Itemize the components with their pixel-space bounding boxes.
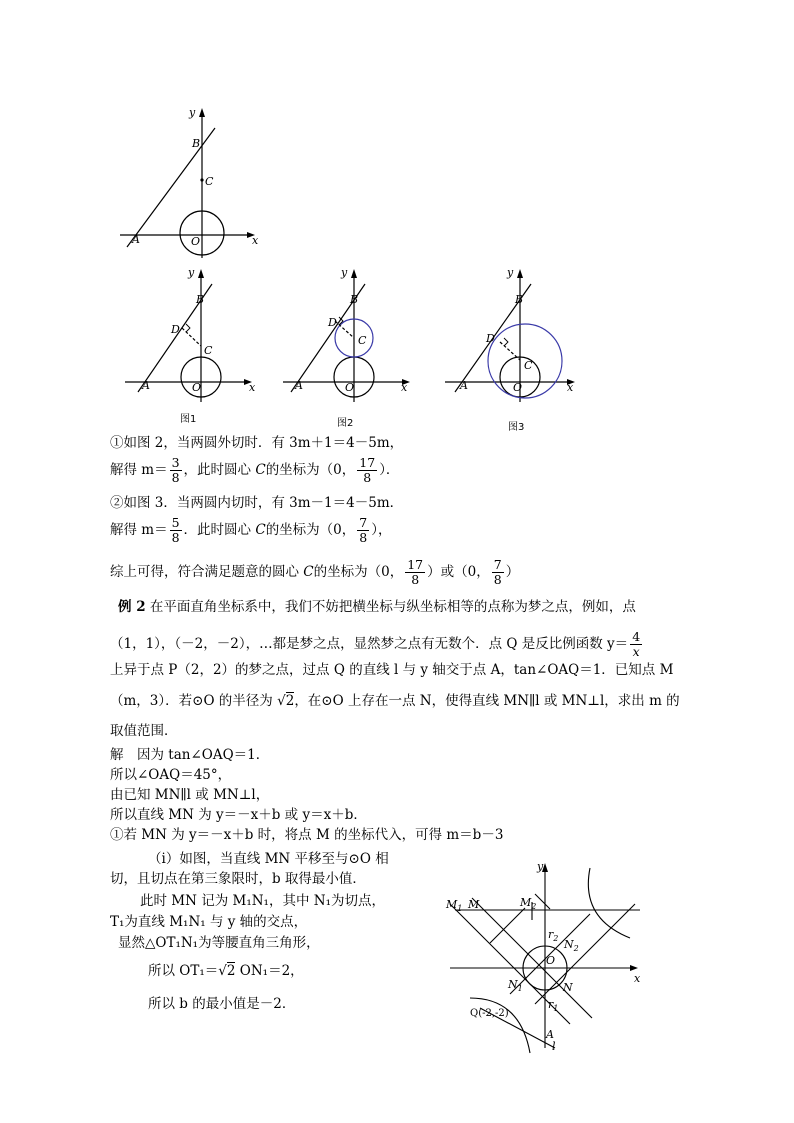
y-axis-label: y [189, 106, 196, 119]
x-axis-label: x [401, 381, 408, 394]
solution-line-7: 切，且切点在第三象限时，b 取得最小值． [110, 871, 366, 887]
fraction: $\frac{4}{x}$ [632, 629, 641, 659]
figure-2-diagram [278, 264, 423, 404]
point-d-label: D [328, 316, 337, 329]
figure-2-caption: 图2 [337, 418, 354, 429]
point-a-label: A [546, 1028, 554, 1041]
solution-line-1: 解 因为 tan∠OAQ＝1． [110, 747, 270, 763]
solution-line-11: 所以 OT₁＝√2 ON₁＝2， [148, 963, 304, 979]
sqrt-symbol: √ [277, 693, 286, 709]
solution-line-2: 所以∠OAQ＝45°， [110, 767, 232, 783]
figure-1-diagram [120, 264, 265, 404]
example-2-line-5: 取值范围． [110, 723, 178, 739]
figure-top-diagram [115, 100, 275, 260]
point-c-label: C [204, 344, 213, 357]
solution-line-5: ①若 MN 为 y＝－x＋b 时，将点 M 的坐标代入，可得 m＝b－3 [110, 827, 504, 843]
origin-label: O [513, 381, 523, 394]
y-axis-label: y [507, 266, 514, 279]
case-2-solution-line: 解得 m＝ $\frac{5}{8}$ ．此时圆心 C的坐标为（0， $\frac{7}{8}$ ）， [110, 515, 392, 545]
point-a-label: A [295, 379, 303, 392]
x-axis-label: x [252, 234, 259, 247]
x-axis-label: x [249, 381, 256, 394]
point-c-label: C [358, 334, 367, 347]
point-b-label: B [350, 293, 359, 306]
example-label: 例 2 [118, 599, 146, 615]
figure-3-caption: 图3 [508, 422, 525, 433]
fraction: $\frac{7}{8}$ [359, 515, 368, 545]
point-n2-label: $N_2$ [564, 938, 579, 953]
solution-line-10: 显然△OT₁N₁为等腰直角三角形， [118, 935, 320, 951]
point-d-label: D [486, 332, 495, 345]
fraction: $\frac{17}{8}$ [359, 455, 376, 485]
point-r1-label: $r_1$ [548, 998, 559, 1013]
example-2-line-4: （m，3）．若⊙O 的半径为 √2，在⊙O 上存在一点 N，使得直线 MN∥l 或 MN⊥l，求出 m 的 [110, 693, 680, 709]
origin-label: O [191, 235, 201, 248]
fraction: $\frac{17}{8}$ [407, 557, 424, 587]
point-q-label: Q(-2,-2) [470, 1008, 509, 1019]
solution-line-3: 由已知 MN∥l 或 MN⊥l， [110, 787, 270, 803]
sqrt-symbol: √ [218, 963, 227, 979]
line-l-label: l [552, 1040, 556, 1053]
origin-label: O [345, 381, 355, 394]
point-m1-label: $M_1$ [446, 898, 463, 913]
origin-label: O [546, 954, 556, 967]
solution-line-9: T₁为直线 M₁N₁ 与 y 轴的交点， [110, 914, 308, 930]
y-axis-label: y [537, 860, 544, 873]
example-2-line-2: （1，1），（－2，－2），…都是梦之点，显然梦之点有无数个．点 Q 是反比例函数 y＝ $\frac{4}{x}$ [110, 629, 641, 659]
point-n1-label: $N_1$ [508, 978, 523, 993]
figure-1-caption: 图1 [180, 414, 197, 425]
fraction: $\frac{3}{8}$ [171, 455, 180, 485]
solution-line-12: 所以 b 的最小值是－2． [148, 996, 296, 1012]
point-c-label: C [524, 359, 533, 372]
case-1-solution-line: 解得 m＝ $\frac{3}{8}$ ，此时圆心 C的坐标为（0， $\frac{17}{8}$ ）． [110, 455, 400, 485]
figure-bottom-diagram [440, 858, 660, 1058]
point-c-label: C [205, 175, 214, 188]
point-a-label: A [460, 379, 468, 392]
y-axis-label: y [341, 266, 348, 279]
point-m2-label: $M_2$ [520, 896, 537, 911]
point-m-label: M [468, 898, 480, 911]
solution-line-4: 所以直线 MN 为 y＝－x＋b 或 y＝x＋b． [110, 807, 367, 823]
x-axis-label: x [567, 381, 574, 394]
point-n-label: N [563, 981, 573, 994]
fraction: $\frac{7}{8}$ [493, 557, 502, 587]
example-2-line-1: 例 2 在平面直角坐标系中，我们不妨把横坐标与纵坐标相等的点称为梦之点，例如，点 [118, 599, 636, 615]
point-a-label: A [132, 233, 140, 246]
x-axis-label: x [634, 972, 641, 985]
y-axis-label: y [188, 266, 195, 279]
point-b-label: B [196, 293, 205, 306]
point-b-label: B [192, 137, 201, 150]
example-2-line-3: 上异于点 P（2，2）的梦之点，过点 Q 的直线 l 与 y 轴交于点 A，tan∠OAQ＝1．已知点 M [110, 662, 674, 678]
fraction: $\frac{5}{8}$ [171, 515, 180, 545]
point-d-label: D [171, 323, 180, 336]
solution-line-8: 此时 MN 记为 M₁N₁，其中 N₁为切点， [140, 893, 385, 909]
case-2-line: ②如图 3．当两圆内切时，有 3m－1＝4－5m． [110, 495, 404, 511]
origin-label: O [192, 381, 202, 394]
point-a-label: A [142, 379, 150, 392]
point-b-label: B [515, 293, 524, 306]
solution-line-6: （i）如图，当直线 MN 平移至与⊙O 相 [148, 851, 389, 867]
case-1-line: ①如图 2，当两圆外切时．有 3m＋1＝4－5m， [110, 435, 404, 451]
point-r2-label: $r_2$ [548, 928, 559, 943]
conclusion-line: 综上可得，符合满足题意的圆心 C的坐标为（0， $\frac{17}{8}$ ）或（0， $\frac{7}{8}$ ） [110, 557, 520, 587]
figure-3-diagram [440, 264, 585, 404]
